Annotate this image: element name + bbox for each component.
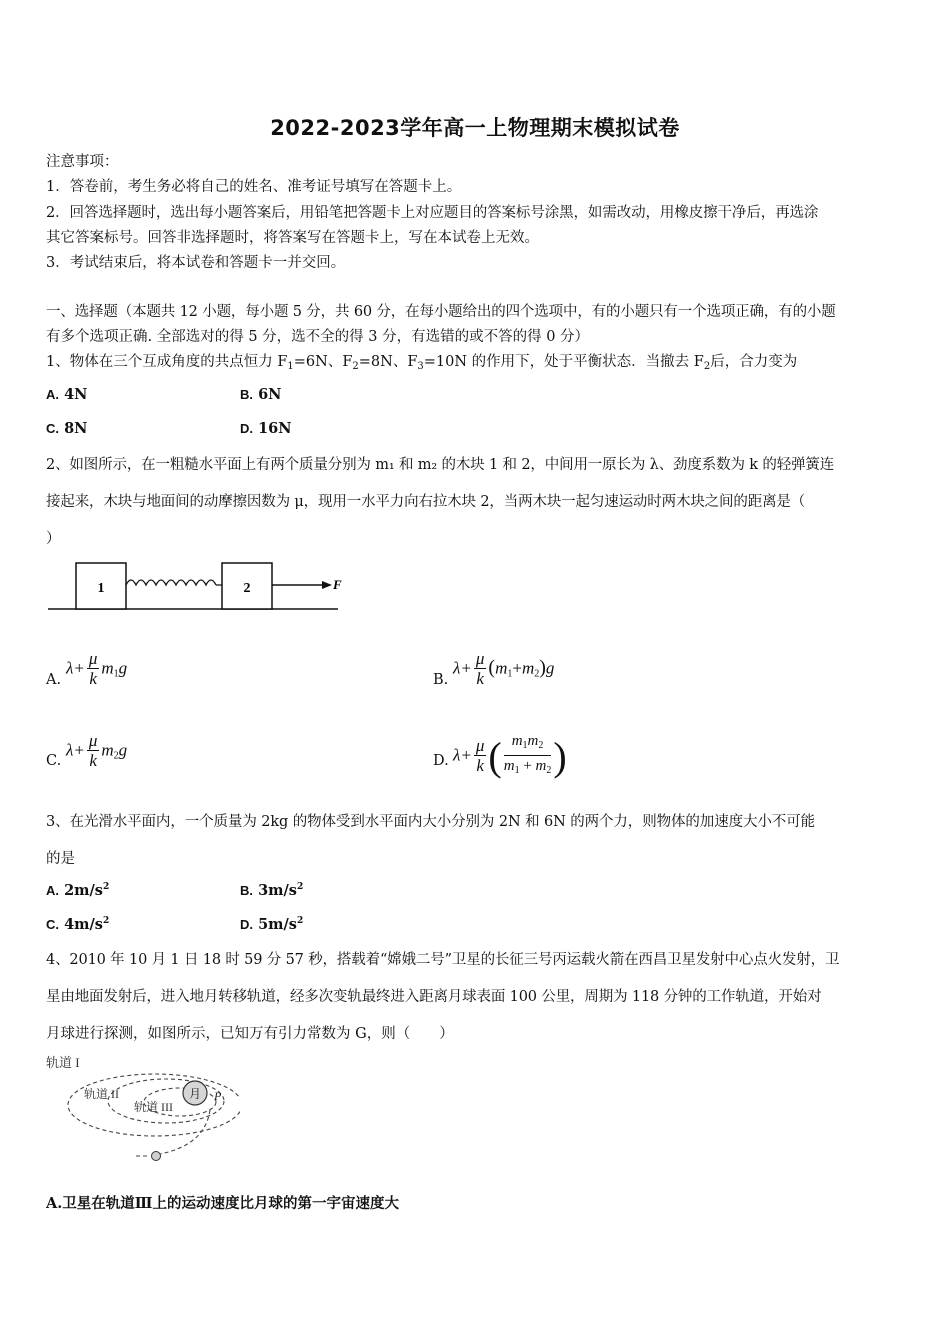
orbit-2-label: 轨道 II: [84, 1087, 119, 1101]
formula-b: λ+ $\frac{\mu}{k}$ $(m_1+m_2)g$: [453, 649, 555, 688]
moon-label: 月: [188, 1087, 202, 1101]
block-2-label: 2: [243, 581, 251, 596]
page-title: 2022-2023学年高一上物理期末模拟试卷: [270, 116, 680, 140]
option-key: A.: [46, 672, 62, 688]
question-4-line1: 4、2010 年 10 月 1 日 18 时 59 分 57 秒，搭载着“嫦娥二号”卫星的长征三号丙运载火箭在西昌卫星发射中心点火发射，卫: [46, 952, 840, 968]
question-2-line1: 2、如图所示，在一粗糙水平面上有两个质量分别为 m₁ 和 m₂ 的木块 1 和 2，中间用一原长为 λ、劲度系数为 k 的轻弹簧连: [46, 457, 835, 473]
formula-d: λ+ $\frac{\mu}{k}$ ( $\frac{m_1m_2}{m_1 + m_2}$ ): [453, 733, 567, 779]
notice-item-2: 2．回答选择题时，选出每小题答案后，用铅笔把答题卡上对应题目的答案标号涂黑，如需改动，用橡皮擦干净后，再选涂: [46, 205, 819, 221]
question-1-option-b: B. 6N: [240, 386, 282, 403]
spring-blocks-figure: [46, 558, 346, 616]
option-key: C.: [46, 753, 62, 769]
section-heading-line2: 有多个选项正确. 全部选对的得 5 分，选不全的得 3 分，有选错的或不答的得 0 分）: [46, 329, 590, 345]
question-3-line1: 3、在光滑水平面内，一个质量为 2kg 的物体受到水平面内大小分别为 2N 和 6N 的两个力，则物体的加速度大小不可能: [46, 814, 815, 830]
question-3-option-a: A. $2m/s^2$: [46, 882, 110, 899]
question-3-option-b: B. $3m/s^2$: [240, 882, 304, 899]
formula-c: λ+ $\frac{\mu}{k}$ $m_2g$: [66, 731, 128, 770]
notice-item-1: 1．答卷前，考生务必将自己的姓名、准考证号填写在答题卡上。: [46, 179, 462, 195]
formula-a: λ+ $\frac{\mu}{k}$ $m_1g$: [66, 649, 128, 688]
block-1-label: 1: [97, 581, 105, 596]
earth-satellite: [152, 1152, 161, 1161]
point-p-label: P: [214, 1089, 222, 1103]
question-1-option-d: D. 16N: [240, 420, 292, 437]
lunar-orbit-figure: [40, 1050, 240, 1170]
question-4-line3: 月球进行探测，如图所示，已知万有引力常数为 G，则（ ）: [46, 1026, 454, 1042]
notice-item-2-cont: 其它答案标号。回答非选择题时，将答案写在答题卡上，写在本试卷上无效。: [46, 230, 539, 246]
spring: [126, 580, 222, 585]
question-2-line2: 接起来，木块与地面间的动摩擦因数为 μ，现用一水平力向右拉木块 2，当两木块一起匀速运动时两木块之间的距离是（: [46, 494, 806, 510]
question-3-option-c: C. $4m/s^2$: [46, 916, 110, 933]
orbit-3-label: 轨道 III: [134, 1100, 173, 1114]
question-1-option-c: C. 8N: [46, 420, 88, 437]
orbit-1-label: 轨道 I: [46, 1055, 80, 1070]
question-4-option-a: A.卫星在轨道Ⅲ上的运动速度比月球的第一宇宙速度大: [46, 1195, 399, 1212]
section-heading-line1: 一、选择题（本题共 12 小题，每小题 5 分，共 60 分，在每小题给出的四个选项中，有的小题只有一个选项正确，有的小题: [46, 304, 836, 320]
force-label: F: [333, 577, 342, 592]
question-1-option-a: A. 4N: [46, 386, 88, 403]
question-1-stem: 1、物体在三个互成角度的共点恒力 $F_1=6N$、$F_2=8N$、$F_3=10N$ 的作用下，处于平衡状态．当撤去 $F_2$后，合力变为: [46, 354, 798, 372]
force-arrow-head: [322, 581, 332, 589]
option-key: B.: [433, 672, 449, 688]
question-4-line2: 星由地面发射后，进入地月转移轨道，经多次变轨最终进入距离月球表面 100 公里，周期为 118 分钟的工作轨道，开始对: [46, 989, 822, 1005]
option-key: D.: [433, 753, 449, 769]
notice-heading: 注意事项：: [46, 154, 119, 170]
question-3-line2: 的是: [46, 851, 75, 867]
question-3-option-d: D. $5m/s^2$: [240, 916, 304, 933]
transfer-orbit: [160, 1110, 210, 1154]
question-2-line3: ）: [46, 531, 61, 547]
notice-item-3: 3．考试结束后，将本试卷和答题卡一并交回。: [46, 255, 346, 271]
